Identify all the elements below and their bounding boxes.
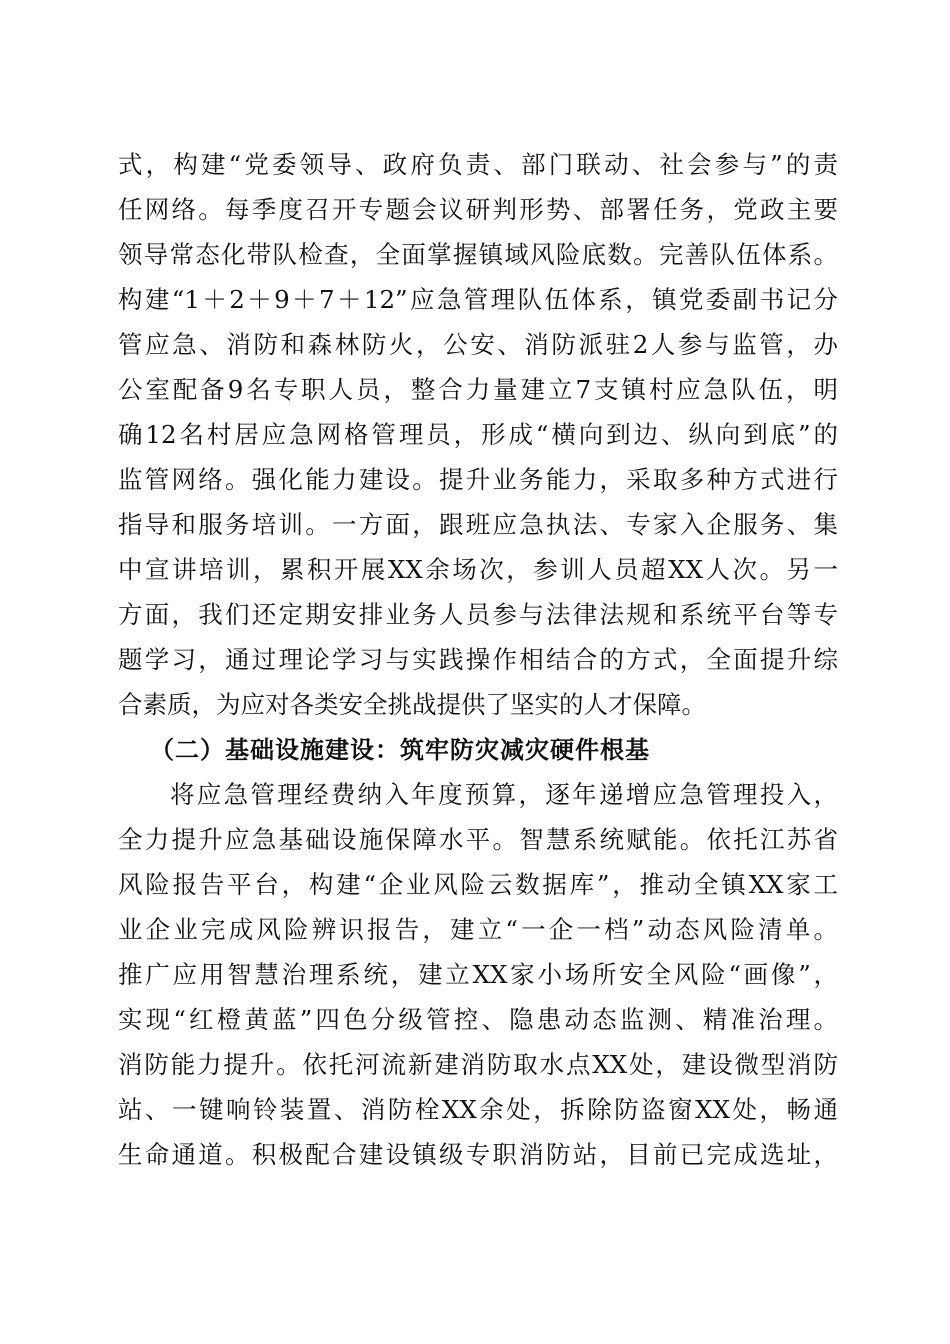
section-heading: （二）基础设施建设：筑牢防灾减灾硬件根基	[150, 736, 650, 764]
body-text-line: 全力提升应急基础设施保障水平。智慧系统赋能。依托江苏省	[118, 825, 838, 854]
body-text-line: 站、一键响铃装置、消防栓XX余处，拆除防盗窗XX处，畅通	[118, 1095, 838, 1124]
body-text-line: 实现“红橙黄蓝”四色分级管控、隐患动态监测、精准治理。	[118, 1005, 838, 1034]
body-text-line: 生命通道。积极配合建设镇级专职消防站，目前已完成选址，	[118, 1140, 838, 1169]
body-text-line: 监管网络。强化能力建设。提升业务能力，采取多种方式进行	[118, 465, 838, 494]
body-text-line: 方面，我们还定期安排业务人员参与法律法规和系统平台等专	[118, 600, 838, 629]
body-text-line: 构建“1＋2＋9＋7＋12”应急管理队伍体系，镇党委副书记分	[118, 285, 838, 314]
body-text-line: 确12名村居应急网格管理员，形成“横向到边、纵向到底”的	[118, 420, 838, 449]
body-text-line: 将应急管理经费纳入年度预算，逐年递增应急管理投入，	[170, 780, 838, 809]
body-text-line: 业企业完成风险辨识报告，建立“一企一档”动态风险清单。	[118, 915, 838, 944]
body-text-line: 任网络。每季度召开专题会议研判形势、部署任务，党政主要	[118, 195, 838, 224]
body-text-line: 消防能力提升。依托河流新建消防取水点XX处，建设微型消防	[118, 1050, 838, 1079]
body-text-line: 中宣讲培训，累积开展XX余场次，参训人员超XX人次。另一	[118, 555, 838, 584]
body-text-line: 推广应用智慧治理系统，建立XX家小场所安全风险“画像”，	[118, 960, 838, 989]
body-text-line: 题学习，通过理论学习与实践操作相结合的方式，全面提升综	[118, 645, 838, 674]
body-text-line: 式，构建“党委领导、政府负责、部门联动、社会参与”的责	[118, 150, 838, 179]
body-text-line: 合素质，为应对各类安全挑战提供了坚实的人才保障。	[118, 690, 706, 719]
body-text-line: 指导和服务培训。一方面，跟班应急执法、专家入企服务、集	[118, 510, 838, 539]
body-text-line: 领导常态化带队检查，全面掌握镇域风险底数。完善队伍体系。	[118, 240, 838, 269]
body-text-line: 管应急、消防和森林防火，公安、消防派驻2人参与监管，办	[118, 330, 838, 359]
body-text-line: 风险报告平台，构建“企业风险云数据库”，推动全镇XX家工	[118, 870, 838, 899]
body-text-line: 公室配备9名专职人员，整合力量建立7支镇村应急队伍，明	[118, 375, 838, 404]
